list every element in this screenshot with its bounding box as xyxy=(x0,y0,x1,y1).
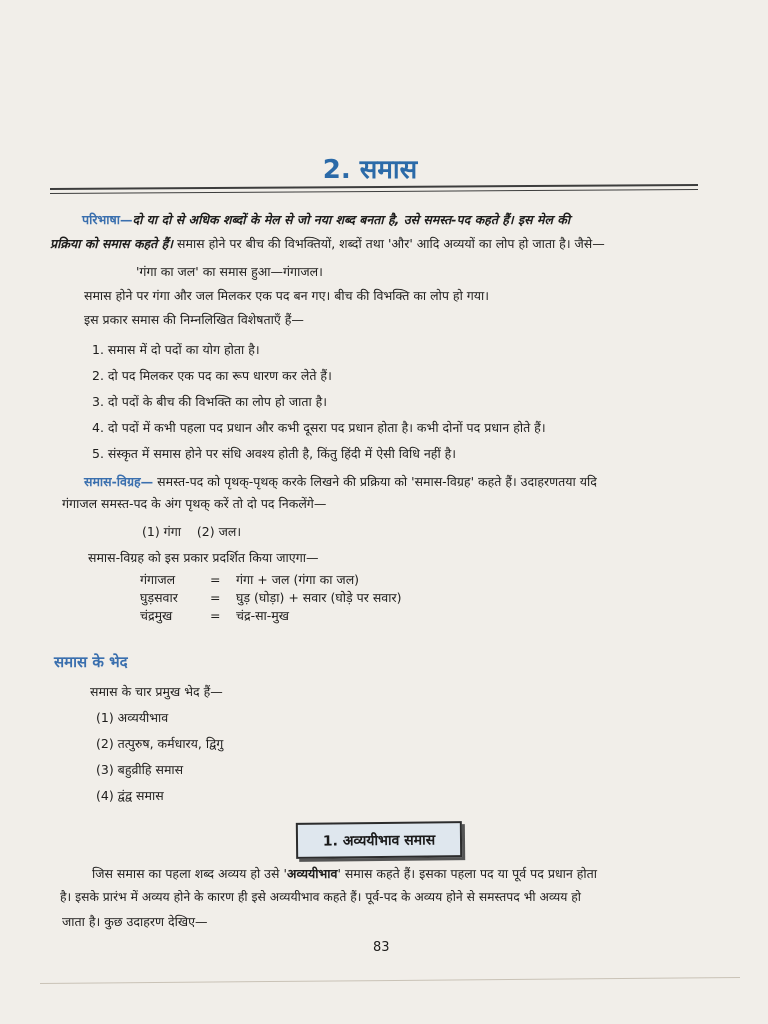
definition-label: परिभाषा— xyxy=(82,212,133,227)
types-item: (4) द्वंद्व समास xyxy=(96,788,164,803)
vigrah-example-row xyxy=(140,572,359,588)
vigrah-line-2: गंगाजल समस्त-पद के अंग पृथक् करें तो दो पद निकलेंगे— xyxy=(62,496,327,511)
page-number: 83 xyxy=(373,940,390,955)
section-para-bold-term: अव्ययीभाव xyxy=(286,866,338,881)
vigrah-breakdown: चंद्र-सा-मुख xyxy=(236,608,289,623)
section-para-line-3: जाता है। कुछ उदाहरण देखिए— xyxy=(62,914,208,929)
vigrah-equals: = xyxy=(210,608,221,623)
chapter-title: 2. समास xyxy=(322,155,418,185)
section-para-line-1 xyxy=(92,866,597,882)
vigrah-equals: = xyxy=(210,590,221,605)
definition-example: 'गंगा का जल' का समास हुआ—गंगाजल। xyxy=(136,264,323,279)
vigrah-breakdown: गंगा + जल (गंगा का जल) xyxy=(236,572,360,587)
definition-explanation: समास होने पर गंगा और जल मिलकर एक पद बन गए। बीच की विभक्ति का लोप हो गया। xyxy=(84,288,490,303)
section-heading-box xyxy=(296,821,462,859)
types-intro: समास के चार प्रमुख भेद हैं— xyxy=(90,684,223,699)
vigrah-word: चंद्रमुख xyxy=(140,608,173,623)
page-bottom-edge xyxy=(40,977,740,984)
vigrah-word: गंगाजल xyxy=(140,572,176,587)
definition-line-2 xyxy=(50,236,605,252)
title-underline-thin xyxy=(50,189,698,194)
vigrah-example-row xyxy=(140,608,289,624)
section-para-text: ' समास कहते हैं। इसका पहला पद या पूर्व पद प्रधान होता xyxy=(337,866,598,881)
section-para-text: जिस समास का पहला शब्द अव्यय हो उसे ' xyxy=(92,866,287,881)
vigrah-parts: (1) गंगा (2) जल। xyxy=(142,524,242,539)
vigrah-breakdown: घुड़ (घोड़ा) + सवार (घोड़े पर सवार) xyxy=(236,590,402,605)
types-item: (2) तत्पुरुष, कर्मधारय, द्विगु xyxy=(96,736,224,751)
definition-italic-1: दो या दो से अधिक शब्दों के मेल से जो नया शब्द बनता है, उसे समस्त-पद कहते हैं। इस मेल की xyxy=(132,212,571,227)
vigrah-display-intro: समास-विग्रह को इस प्रकार प्रदर्शित किया जाएगा— xyxy=(88,550,319,565)
features-intro: इस प्रकार समास की निम्नलिखित विशेषताएँ हैं— xyxy=(84,312,304,327)
feature-item: 1. समास में दो पदों का योग होता है। xyxy=(92,342,260,357)
types-heading: समास के भेद xyxy=(54,653,128,671)
section-heading: 1. अव्ययीभाव समास xyxy=(322,831,436,850)
feature-item: 5. संस्कृत में समास होने पर संधि अवश्य होती है, किंतु हिंदी में ऐसी विधि नहीं है। xyxy=(92,446,457,461)
vigrah-equals: = xyxy=(210,572,221,587)
vigrah-example-row xyxy=(140,590,401,606)
definition-line-1 xyxy=(82,212,570,228)
definition-italic-2: प्रक्रिया को समास कहते हैं। xyxy=(50,236,174,251)
vigrah-label: समास-विग्रह— xyxy=(84,474,154,489)
vigrah-word: घुड़सवार xyxy=(140,590,178,605)
feature-item: 3. दो पदों के बीच की विभक्ति का लोप हो जाता है। xyxy=(92,394,328,409)
feature-item: 2. दो पद मिलकर एक पद का रूप धारण कर लेते हैं। xyxy=(92,368,332,383)
types-item: (3) बहुव्रीहि समास xyxy=(96,762,184,777)
vigrah-definition: समस्त-पद को पृथक्-पृथक् करके लिखने की प्रक्रिया को 'समास-विग्रह' कहते हैं। उदाहरणतया यदि xyxy=(153,474,597,489)
vigrah-line-1 xyxy=(84,474,597,490)
section-para-line-2: है। इसके प्रारंभ में अव्यय होने के कारण ही इसे अव्ययीभाव कहते हैं। पूर्व-पद के अव्यय होने से समस्तपद भी अव्यय हो xyxy=(60,890,581,904)
types-item: (1) अव्ययीभाव xyxy=(96,710,169,725)
feature-item: 4. दो पदों में कभी पहला पद प्रधान और कभी दूसरा पद प्रधान होता है। कभी दोनों पद प्रधान होते हैं। xyxy=(92,420,546,435)
definition-rest: समास होने पर बीच की विभक्तियों, शब्दों तथा 'और' आदि अव्ययों का लोप हो जाता है। जैसे— xyxy=(173,236,605,251)
